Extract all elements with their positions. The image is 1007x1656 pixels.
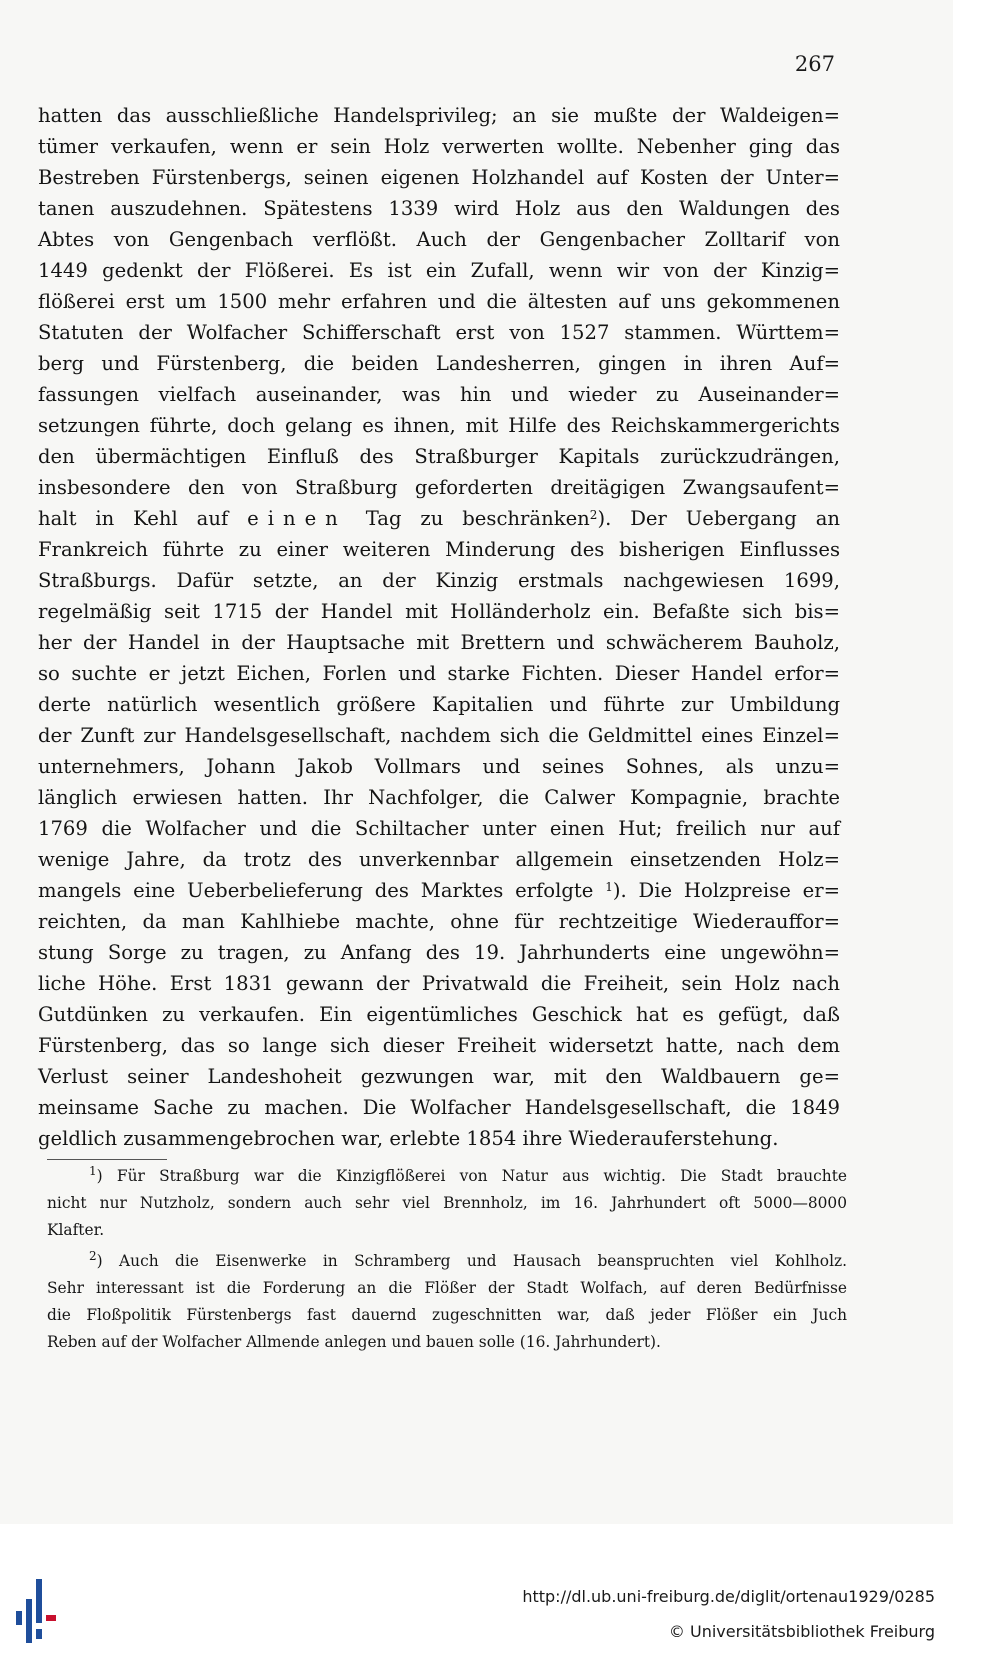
text-line: her der Handel in der Hauptsache mit Brettern und schwächerem Bauholz,: [38, 631, 840, 654]
logo-bar: [36, 1579, 42, 1623]
footnote-ref: 2: [589, 508, 598, 522]
text-line: flößerei erst um 1500 mehr erfahren und die ältesten auf uns gekommenen: [38, 290, 840, 313]
footnote-text: nicht nur Nutzholz, sondern auch sehr viel Brennholz, im 16. Jahrhundert oft 5000—8000: [47, 1194, 847, 1212]
text-line: Abtes von Gengenbach verflößt. Auch der Gengenbacher Zolltarif von: [38, 228, 840, 251]
text-line: fassungen vielfach auseinander, was hin und wieder zu Auseinander=: [38, 383, 840, 406]
footnote-line: [47, 1163, 847, 1190]
footnotes: [47, 1163, 847, 1356]
text-line: derte natürlich wesentlich größere Kapitalien und führte zur Umbildung: [38, 693, 840, 716]
text-line: länglich erwiesen hatten. Ihr Nachfolger, die Calwer Kompagnie, brachte: [38, 786, 840, 809]
text-line: Verlust seiner Landeshoheit gezwungen war, mit den Waldbauern ge=: [38, 1065, 840, 1088]
text-line: geldlich zusammengebrochen war, erlebte 1854 ihre Wiederauferstehung.: [38, 1127, 779, 1150]
text-segment: halt in Kehl auf: [38, 507, 248, 530]
text-line: Fürstenberg, das so lange sich dieser Freiheit widersetzt hatte, nach dem: [38, 1034, 840, 1057]
footer-url[interactable]: http://dl.ub.uni-freiburg.de/diglit/ortenau1929/0285: [522, 1587, 935, 1606]
text-line: tümer verkaufen, wenn er sein Holz verwerten wollte. Nebenher ging das: [38, 135, 840, 158]
text-line: regelmäßig seit 1715 der Handel mit Holländerholz ein. Befaßte sich bis=: [38, 600, 840, 623]
text-segment: mangels eine Ueberbelieferung des Marktes erfolgte: [38, 879, 606, 902]
footnote-text: ) Auch die Eisenwerke in Schramberg und Hausach beanspruchten viel Kohlholz.: [96, 1252, 847, 1270]
text-line: Bestreben Fürstenbergs, seinen eigenen Holzhandel auf Kosten der Unter=: [38, 166, 840, 189]
ub-freiburg-logo-icon: [14, 1575, 60, 1645]
page-number: 267: [794, 52, 835, 76]
text-line: [38, 875, 840, 906]
text-line: liche Höhe. Erst 1831 gewann der Privatwald die Freiheit, sein Holz nach: [38, 972, 840, 995]
footnote-line: [47, 1217, 847, 1244]
footnote-line: [47, 1302, 847, 1329]
text-line: den übermächtigen Einfluß des Straßburger Kapitals zurückzudrängen,: [38, 445, 840, 468]
body-text: [38, 100, 840, 1154]
footnote-text: ) Für Straßburg war die Kinzigflößerei von Natur aus wichtig. Die Stadt brauchte: [96, 1167, 847, 1185]
text-line: reichten, da man Kahlhiebe machte, ohne für rechtzeitige Wiederauffor=: [38, 910, 840, 933]
text-line: berg und Fürstenberg, die beiden Landesherren, gingen in ihren Auf=: [38, 352, 840, 375]
text-line: [38, 503, 840, 534]
footnote-rule: [47, 1159, 167, 1160]
text-line: setzungen führte, doch gelang es ihnen, mit Hilfe des Reichskammergerichts: [38, 414, 840, 437]
text-line: Straßburgs. Dafür setzte, an der Kinzig erstmals nachgewiesen 1699,: [38, 569, 840, 592]
footnote-marker: 1: [89, 1164, 97, 1178]
text-line: wenige Jahre, da trotz des unverkennbar allgemein einsetzenden Holz=: [38, 848, 840, 871]
text-line: so suchte er jetzt Eichen, Forlen und starke Fichten. Dieser Handel erfor=: [38, 662, 840, 685]
text-line: der Zunft zur Handelsgesellschaft, nachdem sich die Geldmittel eines Einzel=: [38, 724, 840, 747]
text-line: Statuten der Wolfacher Schifferschaft erst von 1527 stammen. Württem=: [38, 321, 840, 344]
footnote-ref: 1: [605, 880, 613, 894]
text-segment: Tag zu beschränken: [346, 507, 590, 530]
text-line: tanen auszudehnen. Spätestens 1339 wird Holz aus den Waldungen des: [38, 197, 840, 220]
spaced-emphasis: einen: [247, 507, 347, 530]
text-line: stung Sorge zu tragen, zu Anfang des 19. Jahrhunderts eine ungewöhn=: [38, 941, 840, 964]
text-line: Gutdünken zu verkaufen. Ein eigentümliches Geschick hat es gefügt, daß: [38, 1003, 840, 1026]
footnote-text: die Floßpolitik Fürstenbergs fast dauernd zugeschnitten war, daß jeder Flößer ein Juch: [47, 1306, 847, 1324]
text-line: hatten das ausschließliche Handelsprivileg; an sie mußte der Waldeigen=: [38, 104, 840, 127]
text-line: unternehmers, Johann Jakob Vollmars und seines Sohnes, als unzu=: [38, 755, 840, 778]
footnote-line: [47, 1248, 847, 1275]
text-line: insbesondere den von Straßburg geforderten dreitägigen Zwangsaufent=: [38, 476, 840, 499]
logo-bar: [16, 1611, 22, 1625]
footnote-text: Sehr interessant ist die Forderung an die Flößer der Stadt Wolfach, auf deren Bedürfnisse: [47, 1279, 847, 1297]
logo-bar: [26, 1599, 32, 1643]
text-line: 1769 die Wolfacher und die Schiltacher unter einen Hut; freilich nur auf: [38, 817, 840, 840]
footnote-text: Klafter.: [47, 1221, 105, 1239]
text-line: 1449 gedenkt der Flößerei. Es ist ein Zufall, wenn wir von der Kinzig=: [38, 259, 840, 282]
text-line: meinsame Sache zu machen. Die Wolfacher Handelsgesellschaft, die 1849: [38, 1096, 840, 1119]
footnote-line: [47, 1275, 847, 1302]
text-segment: ). Der Uebergang an: [597, 507, 841, 530]
footnote-line: [47, 1190, 847, 1217]
text-segment: ). Die Holzpreise er=: [612, 879, 840, 902]
text-line: Frankreich führte zu einer weiteren Minderung des bisherigen Einflusses: [38, 538, 840, 561]
footnote-text: Reben auf der Wolfacher Allmende anlegen und bauen solle (16. Jahrhundert).: [47, 1333, 661, 1351]
footer-copyright: © Universitätsbibliothek Freiburg: [668, 1622, 935, 1641]
footnote-line: [47, 1329, 847, 1356]
footnote-marker: 2: [89, 1249, 97, 1263]
logo-bar: [36, 1629, 42, 1639]
logo-bar: [46, 1615, 56, 1621]
